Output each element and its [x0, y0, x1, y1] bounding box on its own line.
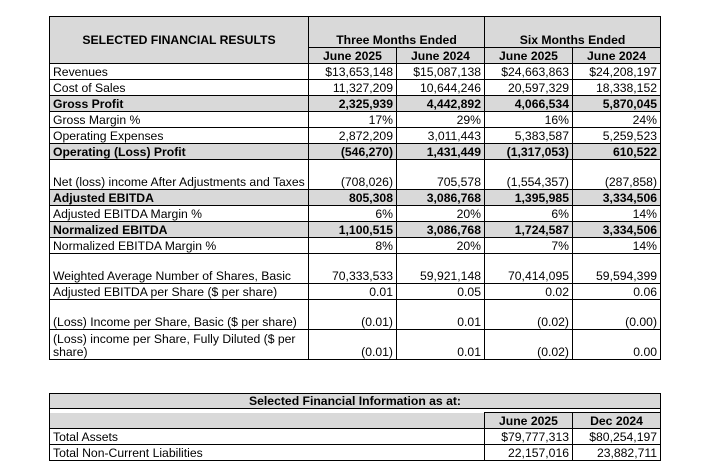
row-value: 705,578 — [397, 160, 485, 190]
row-value: 6% — [485, 206, 573, 222]
row-label: Cost of Sales — [50, 80, 309, 96]
table-row — [50, 284, 661, 300]
row-label: Total Assets — [50, 429, 485, 445]
table-row — [50, 128, 661, 144]
row-value: 1,395,985 — [485, 190, 573, 206]
table-row — [50, 112, 661, 128]
row-value: 16% — [485, 112, 573, 128]
row-value: 24% — [573, 112, 661, 128]
row-value: 14% — [573, 206, 661, 222]
selected-financial-results-table — [49, 16, 661, 360]
row-value: 1,431,449 — [397, 144, 485, 160]
row-value: 8% — [309, 238, 397, 254]
column-header: June 2025 — [309, 48, 397, 64]
row-value: (0.00) — [573, 300, 661, 330]
results-header-row — [50, 17, 661, 48]
row-value: 3,334,506 — [573, 190, 661, 206]
row-value: $24,208,197 — [573, 64, 661, 80]
row-value: $79,777,313 — [485, 429, 573, 445]
row-value: 3,334,506 — [573, 222, 661, 238]
column-header: June 2024 — [397, 48, 485, 64]
row-value: $24,663,863 — [485, 64, 573, 80]
row-value: 6% — [309, 206, 397, 222]
table-row — [50, 254, 661, 284]
row-value: 20% — [397, 238, 485, 254]
row-label: Normalized EBITDA Margin % — [50, 238, 309, 254]
table-row — [50, 445, 661, 461]
row-label: Weighted Average Number of Shares, Basic — [50, 254, 309, 284]
six-months-header: Six Months Ended — [485, 17, 661, 48]
row-label: Adjusted EBITDA — [50, 190, 309, 206]
row-value: (1,317,053) — [485, 144, 573, 160]
row-value: 7% — [485, 238, 573, 254]
row-label: Operating Expenses — [50, 128, 309, 144]
three-months-header: Three Months Ended — [309, 17, 485, 48]
row-value: 3,086,768 — [397, 190, 485, 206]
row-value: 805,308 — [309, 190, 397, 206]
row-value: 20,597,329 — [485, 80, 573, 96]
row-value: (708,026) — [309, 160, 397, 190]
row-value: (0.01) — [309, 300, 397, 330]
row-value: 5,870,045 — [573, 96, 661, 112]
row-value: 0.02 — [485, 284, 573, 300]
results-table-body — [50, 17, 661, 360]
row-value: 11,327,209 — [309, 80, 397, 96]
info-title: Selected Financial Information as at: — [50, 394, 661, 409]
table-row — [50, 190, 661, 206]
column-header: Dec 2024 — [573, 413, 661, 429]
row-value: (546,270) — [309, 144, 397, 160]
row-value: 17% — [309, 112, 397, 128]
row-value: 2,325,939 — [309, 96, 397, 112]
row-value: $80,254,197 — [573, 429, 661, 445]
row-value: (1,554,357) — [485, 160, 573, 190]
info-title-row — [50, 394, 661, 409]
table-row — [50, 238, 661, 254]
row-value: 59,594,399 — [573, 254, 661, 284]
selected-financial-information-table — [49, 393, 661, 461]
row-label: (Loss) Income per Share, Basic ($ per share) — [50, 300, 309, 330]
row-value: 3,011,443 — [397, 128, 485, 144]
table-row — [50, 144, 661, 160]
row-value: 22,157,016 — [485, 445, 573, 461]
row-label: Gross Profit — [50, 96, 309, 112]
row-label: Net (loss) income After Adjustments and Taxes — [50, 160, 309, 190]
column-header: June 2025 — [485, 48, 573, 64]
row-value: 1,100,515 — [309, 222, 397, 238]
info-table-body — [50, 394, 661, 461]
row-value: 23,882,711 — [573, 445, 661, 461]
info-column-header-row — [50, 413, 661, 429]
table-row — [50, 96, 661, 112]
row-value: $15,087,138 — [397, 64, 485, 80]
row-value: 0.06 — [573, 284, 661, 300]
table-row — [50, 222, 661, 238]
row-value: 0.01 — [397, 300, 485, 330]
row-label: Adjusted EBITDA Margin % — [50, 206, 309, 222]
row-value: 29% — [397, 112, 485, 128]
row-value: 5,259,523 — [573, 128, 661, 144]
row-label: Adjusted EBITDA per Share ($ per share) — [50, 284, 309, 300]
row-value: (287,858) — [573, 160, 661, 190]
row-value: (0.01) — [309, 330, 397, 360]
row-value: 59,921,148 — [397, 254, 485, 284]
row-value: 3,086,768 — [397, 222, 485, 238]
table-row — [50, 330, 661, 360]
info-column-header-blank — [50, 413, 485, 429]
row-value: 2,872,209 — [309, 128, 397, 144]
row-label: Normalized EBITDA — [50, 222, 309, 238]
row-value: 0.01 — [397, 330, 485, 360]
column-header: June 2025 — [485, 413, 573, 429]
row-value: 20% — [397, 206, 485, 222]
row-label: Revenues — [50, 64, 309, 80]
table-row — [50, 64, 661, 80]
table-row — [50, 429, 661, 445]
row-value: 4,442,892 — [397, 96, 485, 112]
column-header: June 2024 — [573, 48, 661, 64]
row-value: 4,066,534 — [485, 96, 573, 112]
row-label: (Loss) income per Share, Fully Diluted ($ per share) — [50, 330, 309, 360]
row-value: 70,414,095 — [485, 254, 573, 284]
row-value: 1,724,587 — [485, 222, 573, 238]
row-value: 5,383,587 — [485, 128, 573, 144]
table-row — [50, 160, 661, 190]
row-label: Gross Margin % — [50, 112, 309, 128]
table-row — [50, 300, 661, 330]
row-value: 0.00 — [573, 330, 661, 360]
results-title: SELECTED FINANCIAL RESULTS — [50, 17, 309, 64]
row-value: 0.05 — [397, 284, 485, 300]
row-value: (0.02) — [485, 330, 573, 360]
row-label: Operating (Loss) Profit — [50, 144, 309, 160]
row-value: (0.02) — [485, 300, 573, 330]
row-value: 70,333,533 — [309, 254, 397, 284]
row-value: 14% — [573, 238, 661, 254]
row-value: 610,522 — [573, 144, 661, 160]
row-value: 10,644,246 — [397, 80, 485, 96]
table-row — [50, 206, 661, 222]
table-row — [50, 80, 661, 96]
row-value: 18,338,152 — [573, 80, 661, 96]
row-label: Total Non-Current Liabilities — [50, 445, 485, 461]
row-value: $13,653,148 — [309, 64, 397, 80]
row-value: 0.01 — [309, 284, 397, 300]
